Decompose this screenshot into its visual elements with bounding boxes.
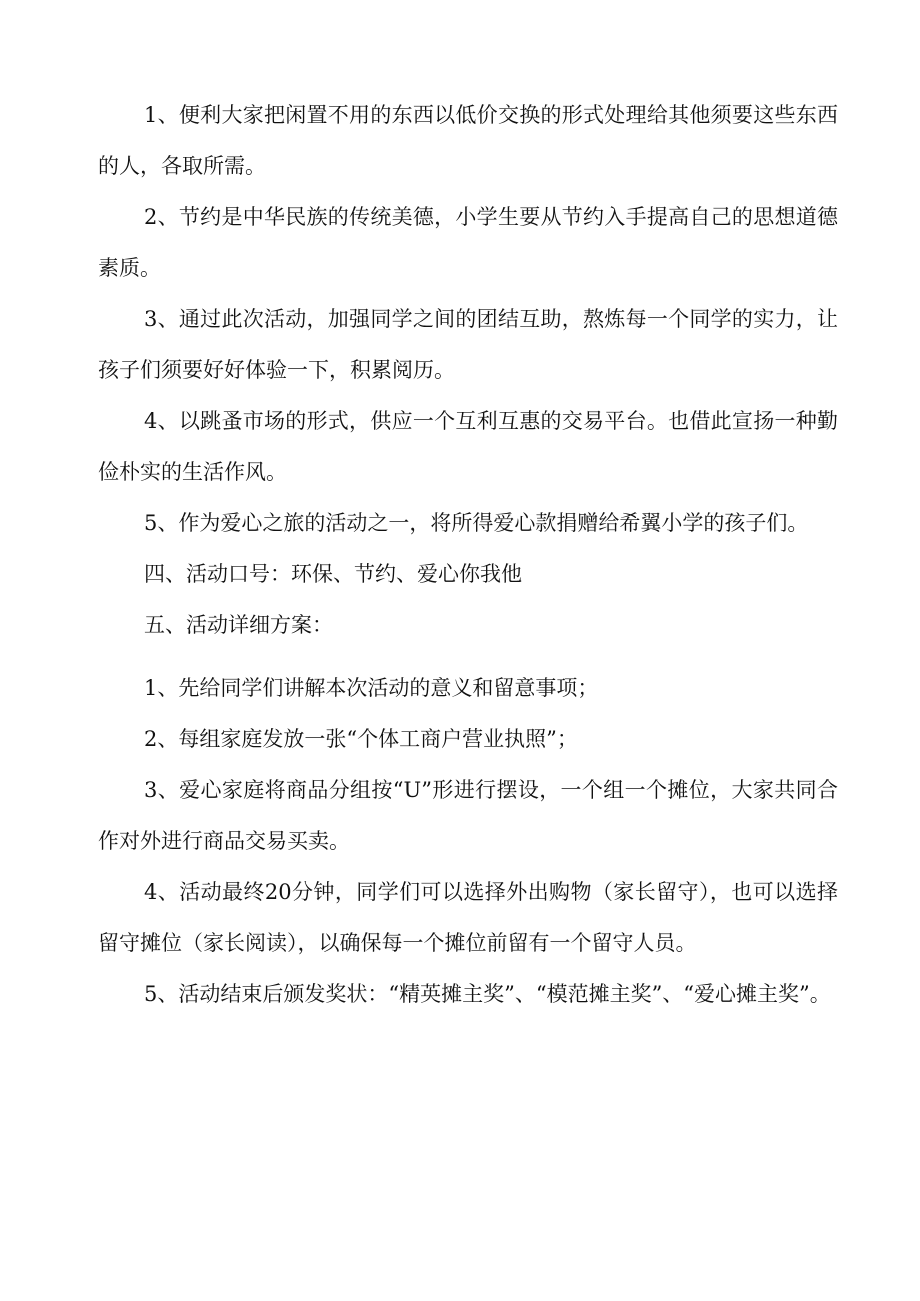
paragraph-plan-4: 4、活动最终20分钟，同学们可以选择外出购物（家长留守），也可以选择留守摊位（家长阅读），以确保每一个摊位前留有一个留守人员。: [98, 880, 838, 955]
paragraph-purpose-2: 2、节约是中华民族的传统美德，小学生要从节约入手提高自己的思想道德素质。: [98, 205, 838, 280]
section-heading-slogan: 四、活动口号：环保、节约、爱心你我他: [144, 562, 522, 586]
document-body: [98, 90, 838, 1020]
paragraph-plan-2: 2、每组家庭发放一张“个体工商户营业执照”；: [144, 727, 578, 751]
paragraph-purpose-4: 4、以跳蚤市场的形式，供应一个互利互惠的交易平台。也借此宣扬一种勤俭朴实的生活作风。: [98, 409, 838, 484]
paragraph-plan-1: 1、先给同学们讲解本次活动的意义和留意事项；: [144, 676, 599, 700]
paragraph-purpose-3: 3、通过此次活动，加强同学之间的团结互助，熬炼每一个同学的实力，让孩子们须要好好体验一下，积累阅历。: [98, 307, 838, 382]
paragraph-plan-3: 3、爱心家庭将商品分组按“U”形进行摆设，一个组一个摊位，大家共同合作对外进行商品交易买卖。: [98, 778, 838, 853]
paragraph-plan-5: 5、活动结束后颁发奖状：“精英摊主奖”、“模范摊主奖”、“爱心摊主奖”。: [144, 982, 831, 1006]
paragraph-purpose-1: 1、便利大家把闲置不用的东西以低价交换的形式处理给其他须要这些东西的人，各取所需。: [98, 103, 838, 178]
paragraph-purpose-5: 5、作为爱心之旅的活动之一，将所得爱心款捐赠给希翼小学的孩子们。: [144, 511, 809, 535]
section-heading-plan: 五、活动详细方案：: [144, 613, 333, 637]
